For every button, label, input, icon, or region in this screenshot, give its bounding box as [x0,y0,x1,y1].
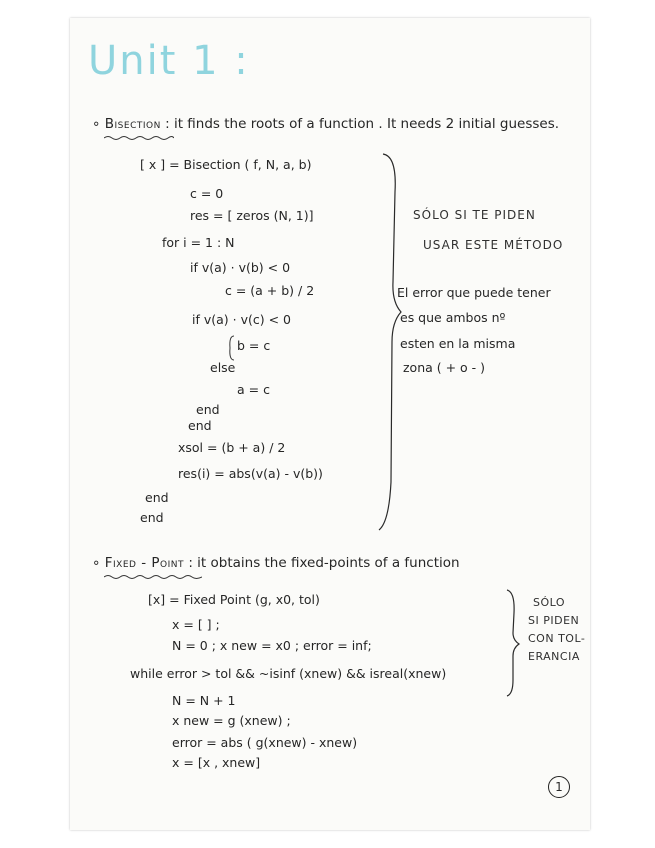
note-line: esten en la misma [400,336,516,351]
code-line: x = [ ] ; [172,617,220,632]
fixed-point-description: : it obtains the fixed-points of a function [188,555,460,571]
code-line: for i = 1 : N [162,235,235,250]
page-title: Unit 1 : [88,38,250,84]
note-line: es que ambos nº [400,310,506,325]
code-line: end [145,490,169,505]
code-line: xsol = (b + a) / 2 [178,440,286,455]
bisection-heading [92,116,559,132]
code-line: else [210,360,236,375]
code-line: c = 0 [190,186,224,201]
note-line: CON TOL- [528,632,586,645]
bullet-icon: ∘ [92,116,101,132]
note-line: zona ( + o - ) [403,360,486,375]
bisection-name: Bisection [104,116,161,132]
note-line: SÓLO [533,596,566,609]
inner-brace-icon [228,335,236,361]
code-line: x new = g (xnew) ; [172,713,291,728]
note-line: El error que puede tener [397,285,551,300]
code-line: while error > tol && ~isinf (xnew) && isreal(xnew) [130,666,447,681]
code-line: c = (a + b) / 2 [225,283,315,298]
note-line: ERANCIA [528,650,580,663]
note-line: SÓLO SI TE PIDEN [413,208,536,222]
note-line: SI PIDEN [528,614,580,627]
code-line: end [140,510,164,525]
code-line: if v(a) · v(c) < 0 [192,312,291,327]
note-line: USAR ESTE MÉTODO [423,238,564,252]
code-line: end [196,402,220,417]
code-line: a = c [237,382,270,397]
code-line: x = [x , xnew] [172,755,261,770]
code-line: end [188,418,212,433]
code-line: [ x ] = Bisection ( f, N, a, b) [140,157,312,172]
code-line: N = N + 1 [172,693,236,708]
code-line: N = 0 ; x new = x0 ; error = inf; [172,638,372,653]
code-line: res(i) = abs(v(a) - v(b)) [178,466,323,481]
code-line: [x] = Fixed Point (g, x0, tol) [148,592,320,607]
code-line: res = [ zeros (N, 1)] [190,208,314,223]
bullet-icon: ∘ [92,555,101,571]
wavy-underline-icon [104,574,202,580]
code-line: b = c [237,338,271,353]
fixed-point-heading [92,555,460,571]
bisection-description: : it finds the roots of a function . It needs 2 initial guesses. [165,116,560,132]
code-line: error = abs ( g(xnew) - xnew) [172,735,358,750]
wavy-underline-icon [104,135,174,141]
code-line: if v(a) · v(b) < 0 [190,260,291,275]
fixed-point-brace-icon [505,588,523,698]
fixed-point-name: Fixed - Point [104,555,185,571]
page-number: 1 [548,776,570,798]
